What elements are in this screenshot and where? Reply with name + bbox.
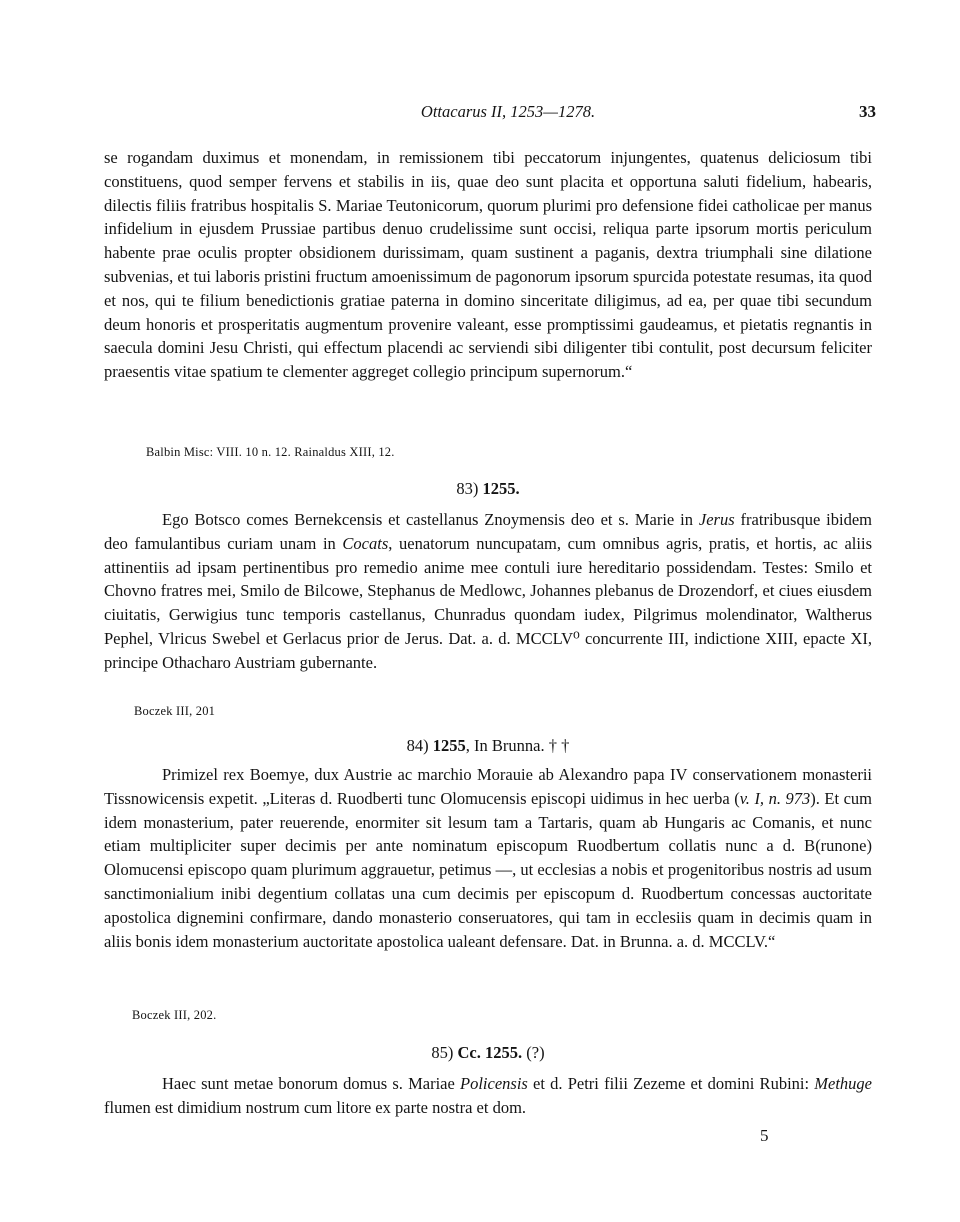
continuation-text-block xyxy=(104,146,872,384)
doc-85-heading xyxy=(104,1042,872,1064)
doc-85-text-part-1: Haec sunt metae bonorum domus s. Mariae xyxy=(162,1074,461,1093)
doc-83-paragraph xyxy=(104,508,872,675)
running-title: Ottacarus II, 1253—1278. xyxy=(420,102,596,121)
doc-85-circa: Cc. xyxy=(457,1043,481,1062)
continuation-paragraph: se rogandam duximus et monendam, in remissionem tibi peccatorum injungentes, quatenus deliciosum tibi constituens, quod semper fervens et stabilis in iis, quae deo sunt placita et opportuna saluti fidelium, habearis, dilectis filiis fratribus hospitalis S. Mariae Teutonicorum, quorum plurimi pro defensione fidei catholicae per manus infidelium in ejusdem Prussiae partibus denuo crudelissime sunt occisi, reliqua parte ipsorum mortis periculum habente prae oculis propter obsidionem durissimam, quam sustinent a paganis, dextra triumphali sine dilatione subvenias, et tui laboris pristini fructum amoenissimum de pagonorum ipsorum spurcida potestate resumas, ita quod et nos, qui te filium benedictionis gratiae paterna in domino sinceritate diligimus, ad ea, per quae tibi secundum deum honoris et prosperitatis augmentum provenire valeant, esse promptissimi gaudeamus, et pietatis regnantis in saecula domini Jesu Christi, qui effectum placendi ac serviendi sibi diligenter tibi contulit, post decursum feliciter praesentis vitae spatium te clementer aggreget collegio principum supernorum.“ xyxy=(104,148,872,382)
doc-83-place-jerus: Jerus xyxy=(698,510,735,529)
continuation-citation: Balbin Misc: VIII. 10 n. 12. Rainaldus XIII, 12. xyxy=(146,445,395,459)
doc-84-text-part-2: ). Et cum idem monasterium, pater reuerende, enormiter sit lesum tam a Tartaris, quam ab Hungaris ac Comanis, et nunc etiam multipliciter super decimis per ante nominatum episcopum Ruodbertum collatis nunc a d. B(runone) Olomucensi episcopo quam plurimum aggrauetur, petimus —, ut ecclesias a nobis et progenitoribus nostris ad usum sanctimonialium inibi degentium collatas una cum decimis per episcopum d. Ruodbertum concessas auctoritate apostolica dignemini confirmare, dando monasterio conseruatores, qui tam in ecclesiis quam in decimis quam in aliis bonis idem monasterium auctoritate apostolica ualeant defensare. Dat. in Brunna. a. d. MCCLV.“ xyxy=(104,788,872,951)
doc-84-citation: Boczek III, 202. xyxy=(132,1008,217,1022)
doc-84-place: , In Brunna. † † xyxy=(465,736,570,755)
doc-83-text-block xyxy=(104,508,872,675)
doc-85-year: 1255. xyxy=(485,1043,523,1062)
doc-83-text-part-1: Ego Botsco comes Bernekcensis et castellanus Znoymensis deo et s. Marie in xyxy=(162,510,699,529)
doc-83-citation: Boczek III, 201 xyxy=(134,704,216,718)
doc-85-place-policensis: Policensis xyxy=(460,1074,528,1093)
doc-84-text-block xyxy=(104,763,872,953)
signature-mark: 5 xyxy=(760,1126,769,1145)
doc-83-text-part-3: , uenatorum nuncupatam, cum omnibus agris, pratis, et hortis, ac aliis attinentiis ad ipsam pertinentibus pro remedio anime mee contuli iure hereditario possidendam. Testes: Smilo et Chovno fratres mei, Smilo de Bilcowe, Stephanus de Medlowc, Johannes plebanus de Drozendorf, et ciues eiusdem ciuitatis, Gerwigius tunc temporis castellanus, Chunradus quondam iudex, Pilgrimus molendinator, Waltherus Pephel, Vlricus Swebel et Gerlacus prior de Jerus. Dat. a. d. MCCLV⁰ concurrente III, indictione XIII, epacte XI, principe Othacharo Austriam gubernante. xyxy=(104,533,872,672)
doc-85-paragraph xyxy=(104,1072,872,1120)
doc-83-number: 83) xyxy=(456,479,479,498)
page-number: 33 xyxy=(859,102,876,121)
doc-85-text-block xyxy=(104,1072,872,1120)
doc-84-reference: v. I, n. 973 xyxy=(739,788,811,808)
doc-83-year: 1255. xyxy=(482,479,520,498)
doc-83-text-part-2: fratribusque ibidem deo famulantibus curiam unam in xyxy=(104,510,872,553)
doc-83-heading xyxy=(104,478,872,500)
page-header xyxy=(100,100,876,126)
doc-85-text-part-2: et d. Petri filii Zezeme et domini Rubini: xyxy=(527,1074,815,1093)
doc-84-paragraph xyxy=(104,763,872,953)
doc-84-heading xyxy=(104,735,872,757)
doc-83-place-cocats: Cocats xyxy=(342,533,389,553)
doc-84-number: 84) xyxy=(406,736,429,755)
doc-84-year: 1255 xyxy=(432,736,466,755)
doc-85-text-part-3: flumen est dimidium nostrum cum litore ex parte nostra et dom. xyxy=(104,1097,527,1117)
doc-85-note: (?) xyxy=(526,1043,545,1062)
doc-84-text-part-1: Primizel rex Boemye, dux Austrie ac marchio Morauie ab Alexandro papa IV conservationem monasterii Tissnowicensis expetit. „Literas d. Ruodberti tunc Olomucensis episcopi uidimus in hec uerba ( xyxy=(104,765,872,808)
doc-85-river-methuge: Methuge xyxy=(814,1074,872,1093)
doc-85-number: 85) xyxy=(431,1043,454,1062)
